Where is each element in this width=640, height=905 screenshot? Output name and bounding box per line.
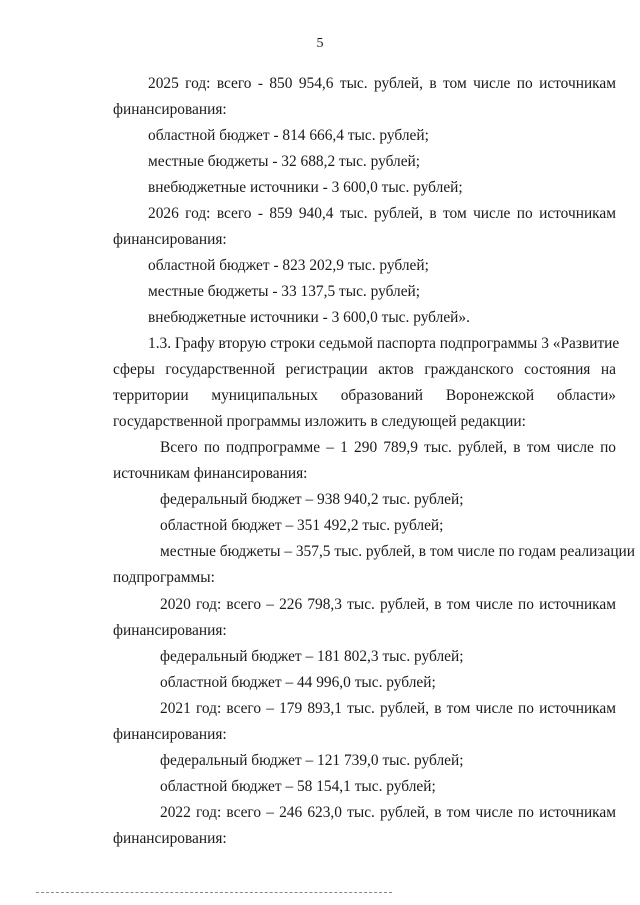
text-line: 2021 год: всего – 179 893,1 тыс. рублей, в том числе по источникам	[160, 700, 616, 717]
text-line: внебюджетные источники - 3 600,0 тыс. рублей;	[148, 179, 463, 196]
text-line: финансирования:	[113, 726, 227, 743]
text-line: 2020 год: всего – 226 798,3 тыс. рублей, в том числе по источникам	[160, 596, 616, 613]
text-line: финансирования:	[113, 231, 227, 248]
text-line: областной бюджет – 58 154,1 тыс. рублей;	[160, 778, 436, 795]
text-line: федеральный бюджет – 938 940,2 тыс. рублей;	[160, 491, 464, 508]
text-line: областной бюджет – 351 492,2 тыс. рублей;	[160, 517, 444, 534]
text-line: 1.3. Графу вторую строки седьмой паспорта подпрограммы 3 «Развитие	[148, 335, 620, 352]
text-line: 2026 год: всего - 859 940,4 тыс. рублей, в том числе по источникам	[148, 205, 616, 222]
text-line: подпрограммы:	[113, 569, 215, 586]
text-line: 2022 год: всего – 246 623,0 тыс. рублей, в том числе по источникам	[160, 804, 616, 821]
text-line: внебюджетные источники - 3 600,0 тыс. рублей».	[148, 309, 470, 326]
text-line: федеральный бюджет – 181 802,3 тыс. рублей;	[160, 648, 464, 665]
text-line: финансирования:	[113, 622, 227, 639]
text-line: 2025 год: всего - 850 954,6 тыс. рублей, в том числе по источникам	[148, 75, 616, 92]
text-line: федеральный бюджет – 121 739,0 тыс. рублей;	[160, 752, 464, 769]
page-number: 5	[316, 36, 324, 51]
text-line: сферы государственной регистрации актов гражданского состояния на	[113, 361, 616, 378]
text-line: финансирования:	[113, 830, 227, 847]
footer-divider	[36, 892, 392, 893]
text-line: местные бюджеты - 32 688,2 тыс. рублей;	[148, 153, 421, 170]
text-line: местные бюджеты – 357,5 тыс. рублей, в том числе по годам реализации	[160, 543, 636, 560]
text-line: государственной программы изложить в следующей редакции:	[113, 413, 526, 430]
text-line: областной бюджет - 814 666,4 тыс. рублей;	[148, 127, 429, 144]
text-line: местные бюджеты - 33 137,5 тыс. рублей;	[148, 283, 421, 300]
text-line: финансирования:	[113, 101, 227, 118]
text-line: областной бюджет – 44 996,0 тыс. рублей;	[160, 674, 436, 691]
text-line: Всего по подпрограмме – 1 290 789,9 тыс. рублей, в том числе по	[160, 439, 616, 456]
text-line: областной бюджет - 823 202,9 тыс. рублей;	[148, 257, 429, 274]
text-line: источникам финансирования:	[113, 465, 308, 482]
text-line: территории муниципальных образований Воронежской области»	[113, 387, 616, 404]
